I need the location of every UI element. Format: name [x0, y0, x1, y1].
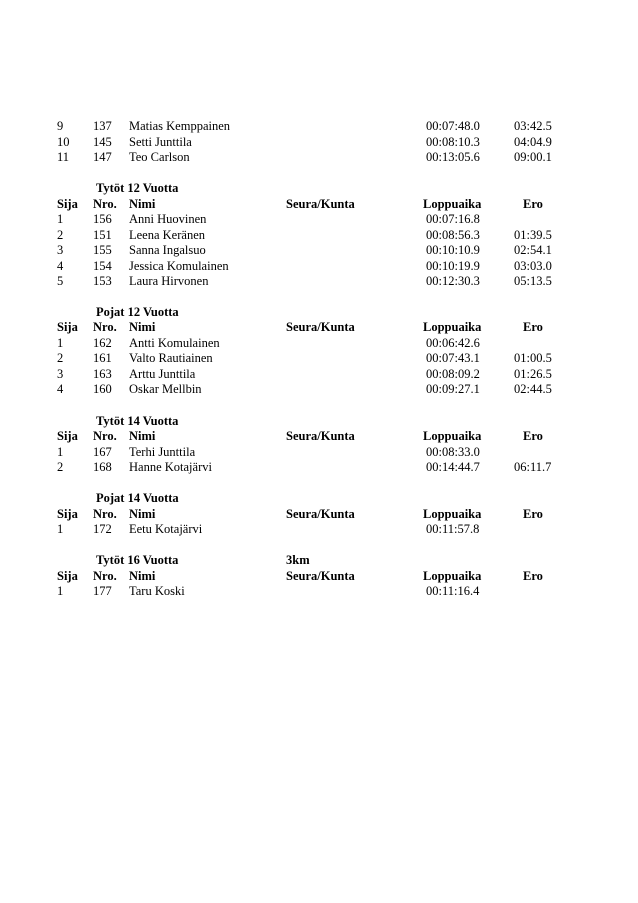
table-row [0, 150, 638, 165]
table-row [0, 228, 638, 243]
cell-nro: 151 [93, 228, 112, 242]
header-nro: Nro. [93, 569, 117, 583]
header-seura-kunta: Seura/Kunta [286, 429, 355, 443]
cell-nimi: Leena Keränen [129, 228, 205, 242]
header-nimi: Nimi [129, 429, 156, 443]
cell-ero: 02:54.1 [514, 243, 552, 257]
cell-sija: 2 [57, 351, 64, 365]
cell-nro: 177 [93, 584, 112, 598]
cell-sija: 2 [57, 228, 64, 242]
header-nimi: Nimi [129, 197, 156, 211]
cell-nimi: Matias Kemppainen [129, 119, 231, 133]
section-title: Tytöt 14 Vuotta [96, 414, 179, 428]
cell-ero: 04:04.9 [514, 135, 552, 149]
cell-nro: 167 [93, 445, 112, 459]
table-row [0, 382, 638, 397]
cell-loppuaika: 00:08:33.0 [426, 445, 480, 459]
header-ero: Ero [523, 507, 543, 521]
section-title-row [0, 414, 638, 429]
cell-ero: 06:11.7 [514, 460, 552, 474]
cell-sija: 1 [57, 522, 64, 536]
table-row [0, 367, 638, 382]
section-title-row [0, 181, 638, 196]
header-sija: Sija [57, 429, 78, 443]
header-nimi: Nimi [129, 320, 156, 334]
header-nimi: Nimi [129, 507, 156, 521]
cell-sija: 4 [57, 382, 64, 396]
header-nro: Nro. [93, 507, 117, 521]
section-title: Pojat 12 Vuotta [96, 305, 179, 319]
table-row [0, 119, 638, 134]
header-ero: Ero [523, 320, 543, 334]
header-seura-kunta: Seura/Kunta [286, 569, 355, 583]
cell-sija: 1 [57, 445, 64, 459]
cell-nimi: Setti Junttila [129, 135, 192, 149]
cell-loppuaika: 00:14:44.7 [426, 460, 480, 474]
section-title-row [0, 305, 638, 320]
header-seura-kunta: Seura/Kunta [286, 507, 355, 521]
header-sija: Sija [57, 569, 78, 583]
cell-nimi: Antti Komulainen [129, 336, 220, 350]
table-row [0, 212, 638, 227]
cell-nimi: Oskar Mellbin [129, 382, 202, 396]
header-loppuaika: Loppuaika [423, 507, 482, 521]
cell-ero: 03:03.0 [514, 259, 552, 273]
table-row [0, 351, 638, 366]
section-title-row [0, 491, 638, 506]
cell-ero: 01:00.5 [514, 351, 552, 365]
table-row [0, 243, 638, 258]
cell-nimi: Anni Huovinen [129, 212, 207, 226]
cell-loppuaika: 00:09:27.1 [426, 382, 480, 396]
cell-loppuaika: 00:06:42.6 [426, 336, 480, 350]
cell-sija: 2 [57, 460, 64, 474]
table-header-row [0, 429, 638, 444]
header-loppuaika: Loppuaika [423, 569, 482, 583]
cell-loppuaika: 00:08:56.3 [426, 228, 480, 242]
cell-nro: 163 [93, 367, 112, 381]
cell-nro: 154 [93, 259, 112, 273]
header-ero: Ero [523, 569, 543, 583]
cell-sija: 3 [57, 367, 64, 381]
cell-sija: 5 [57, 274, 64, 288]
cell-ero: 03:42.5 [514, 119, 552, 133]
section-distance: 3km [286, 553, 310, 567]
cell-loppuaika: 00:08:09.2 [426, 367, 480, 381]
header-loppuaika: Loppuaika [423, 429, 482, 443]
cell-nro: 147 [93, 150, 112, 164]
cell-loppuaika: 00:11:16.4 [426, 584, 480, 598]
table-row [0, 584, 638, 599]
cell-loppuaika: 00:10:10.9 [426, 243, 480, 257]
cell-sija: 9 [57, 119, 64, 133]
cell-nimi: Teo Carlson [129, 150, 190, 164]
cell-loppuaika: 00:07:48.0 [426, 119, 480, 133]
header-sija: Sija [57, 197, 78, 211]
cell-loppuaika: 00:08:10.3 [426, 135, 480, 149]
cell-nro: 137 [93, 119, 112, 133]
header-ero: Ero [523, 429, 543, 443]
cell-nimi: Sanna Ingalsuo [129, 243, 206, 257]
cell-nro: 161 [93, 351, 112, 365]
table-row [0, 522, 638, 537]
section-title: Pojat 14 Vuotta [96, 491, 179, 505]
header-nimi: Nimi [129, 569, 156, 583]
cell-loppuaika: 00:07:43.1 [426, 351, 480, 365]
cell-loppuaika: 00:13:05.6 [426, 150, 480, 164]
table-row [0, 336, 638, 351]
cell-ero: 02:44.5 [514, 382, 552, 396]
cell-sija: 1 [57, 336, 64, 350]
cell-nro: 162 [93, 336, 112, 350]
section-title-row [0, 553, 638, 568]
header-sija: Sija [57, 320, 78, 334]
cell-nro: 155 [93, 243, 112, 257]
table-row [0, 445, 638, 460]
cell-nro: 145 [93, 135, 112, 149]
cell-loppuaika: 00:10:19.9 [426, 259, 480, 273]
table-header-row [0, 320, 638, 335]
cell-sija: 10 [57, 135, 70, 149]
cell-nimi: Laura Hirvonen [129, 274, 209, 288]
header-seura-kunta: Seura/Kunta [286, 197, 355, 211]
header-nro: Nro. [93, 429, 117, 443]
table-row [0, 135, 638, 150]
header-nro: Nro. [93, 197, 117, 211]
table-header-row [0, 569, 638, 584]
cell-ero: 09:00.1 [514, 150, 552, 164]
cell-nro: 156 [93, 212, 112, 226]
cell-sija: 11 [57, 150, 70, 164]
cell-nimi: Jessica Komulainen [129, 259, 229, 273]
cell-nimi: Eetu Kotajärvi [129, 522, 203, 536]
cell-nro: 153 [93, 274, 112, 288]
table-header-row [0, 507, 638, 522]
header-sija: Sija [57, 507, 78, 521]
cell-ero: 01:39.5 [514, 228, 552, 242]
cell-loppuaika: 00:07:16.8 [426, 212, 480, 226]
header-loppuaika: Loppuaika [423, 320, 482, 334]
cell-nimi: Hanne Kotajärvi [129, 460, 212, 474]
cell-nimi: Valto Rautiainen [129, 351, 213, 365]
header-seura-kunta: Seura/Kunta [286, 320, 355, 334]
section-title: Tytöt 16 Vuotta [96, 553, 179, 567]
cell-nro: 160 [93, 382, 112, 396]
cell-sija: 4 [57, 259, 64, 273]
cell-sija: 1 [57, 212, 64, 226]
header-ero: Ero [523, 197, 543, 211]
table-row [0, 460, 638, 475]
header-nro: Nro. [93, 320, 117, 334]
header-loppuaika: Loppuaika [423, 197, 482, 211]
cell-ero: 05:13.5 [514, 274, 552, 288]
cell-nimi: Arttu Junttila [129, 367, 196, 381]
table-row [0, 259, 638, 274]
cell-nimi: Taru Koski [129, 584, 185, 598]
table-row [0, 274, 638, 289]
cell-nro: 168 [93, 460, 112, 474]
cell-nro: 172 [93, 522, 112, 536]
cell-loppuaika: 00:11:57.8 [426, 522, 480, 536]
cell-ero: 01:26.5 [514, 367, 552, 381]
cell-nimi: Terhi Junttila [129, 445, 196, 459]
section-title: Tytöt 12 Vuotta [96, 181, 179, 195]
cell-sija: 1 [57, 584, 64, 598]
cell-loppuaika: 00:12:30.3 [426, 274, 480, 288]
cell-sija: 3 [57, 243, 64, 257]
table-header-row [0, 197, 638, 212]
